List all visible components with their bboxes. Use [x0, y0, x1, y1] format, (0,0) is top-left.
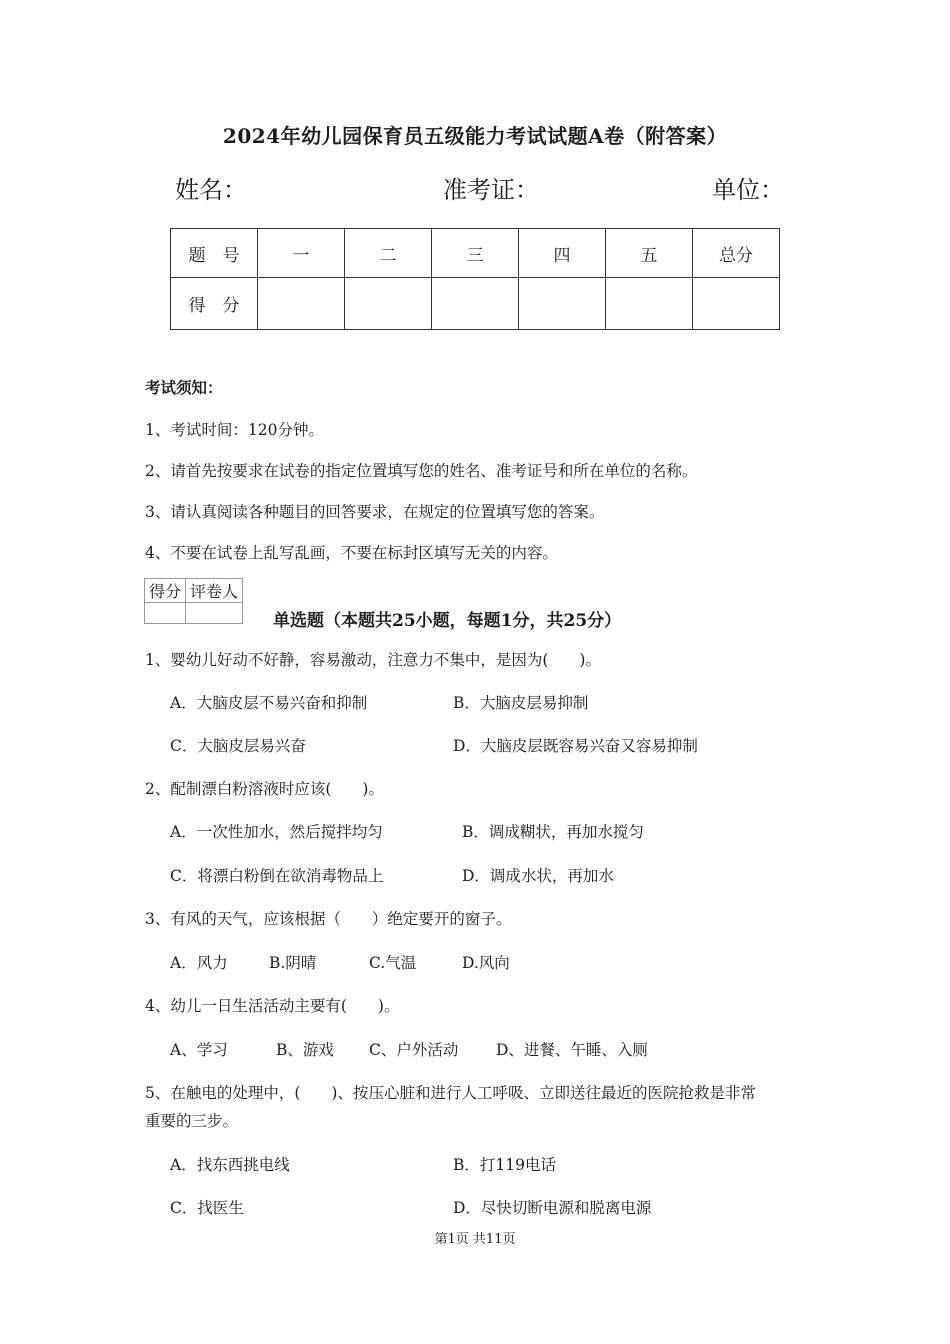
grader-name-label: 评卷人 — [186, 579, 243, 603]
score-input-cell[interactable] — [345, 278, 432, 330]
option-b: B、游戏 — [276, 1041, 334, 1059]
option-c: C．找医生 — [170, 1199, 244, 1217]
option-d: D.风向 — [462, 954, 510, 972]
score-input-cell[interactable] — [693, 278, 780, 330]
notice-item: 2、请首先按要求在试卷的指定位置填写您的姓名、准考证号和所在单位的名称。 — [145, 462, 698, 480]
option-c: C、户外活动 — [369, 1041, 459, 1059]
question-stem: 5、在触电的处理中，( )、按压心脏和进行人工呼吸、立即送往最近的医院抢救是非常 — [145, 1084, 756, 1102]
option-b: B.阴晴 — [269, 954, 317, 972]
grader-name-cell[interactable] — [186, 603, 243, 624]
name-field-label: 姓名： — [175, 176, 247, 204]
option-a: A．找东西挑电线 — [170, 1156, 290, 1174]
score-table-header-row — [171, 229, 780, 278]
option-d: D．尽快切断电源和脱离电源 — [453, 1199, 652, 1217]
score-table-score-row — [171, 278, 780, 330]
option-b: B．调成糊状，再加水搅匀 — [462, 823, 644, 841]
option-c: C．将漂白粉倒在欲消毒物品上 — [170, 867, 384, 885]
option-b: B．打119电话 — [453, 1156, 556, 1174]
option-a: A．一次性加水，然后搅拌均匀 — [170, 823, 383, 841]
option-a: A．大脑皮层不易兴奋和抑制 — [170, 694, 368, 712]
document-title: 2024年幼儿园保育员五级能力考试试题A卷（附答案） — [222, 124, 728, 148]
section-title: 单选题（本题共25小题，每题1分，共25分） — [273, 611, 622, 631]
score-table-cell: 二 — [345, 229, 432, 278]
score-input-cell[interactable] — [519, 278, 606, 330]
question-stem: 1、婴幼儿好动不好静，容易激动，注意力不集中，是因为( )。 — [145, 651, 601, 669]
option-a: A、学习 — [170, 1041, 228, 1059]
option-b: B．大脑皮层易抑制 — [453, 694, 589, 712]
option-a: A．风力 — [170, 954, 228, 972]
score-table — [170, 228, 780, 330]
option-d: D、进餐、午睡、入厕 — [496, 1041, 648, 1059]
notice-heading: 考试须知： — [145, 378, 223, 397]
unit-field-label: 单位： — [712, 176, 784, 204]
notice-item: 3、请认真阅读各种题目的回答要求，在规定的位置填写您的答案。 — [145, 503, 605, 521]
notice-item: 4、不要在试卷上乱写乱画，不要在标封区填写无关的内容。 — [145, 544, 558, 562]
notice-item: 1、考试时间：120分钟。 — [145, 421, 324, 439]
option-c: C．大脑皮层易兴奋 — [170, 737, 306, 755]
option-c: C.气温 — [369, 954, 417, 972]
score-table-cell: 五 — [606, 229, 693, 278]
score-table-cell: 题 号 — [171, 229, 258, 278]
option-d: D．大脑皮层既容易兴奋又容易抑制 — [453, 737, 698, 755]
exam-id-field-label: 准考证： — [443, 176, 539, 204]
score-table-cell: 得 分 — [171, 278, 258, 330]
question-stem-continuation: 重要的三步。 — [145, 1112, 239, 1130]
score-table-cell: 三 — [432, 229, 519, 278]
score-input-cell[interactable] — [432, 278, 519, 330]
question-stem: 2、配制漂白粉溶液时应该( )。 — [145, 780, 384, 798]
question-stem: 4、幼儿一日生活活动主要有( )。 — [145, 997, 400, 1015]
score-table-cell: 总分 — [693, 229, 780, 278]
grader-box — [144, 578, 243, 624]
question-stem: 3、有风的天气，应该根据（ ）绝定要开的窗子。 — [145, 910, 512, 928]
score-input-cell[interactable] — [606, 278, 693, 330]
grader-score-cell[interactable] — [145, 603, 186, 624]
page-footer: 第1页 共11页 — [434, 1232, 516, 1247]
score-input-cell[interactable] — [258, 278, 345, 330]
option-d: D．调成水状，再加水 — [462, 867, 614, 885]
grader-score-label: 得分 — [145, 579, 186, 603]
score-table-cell: 一 — [258, 229, 345, 278]
score-table-cell: 四 — [519, 229, 606, 278]
